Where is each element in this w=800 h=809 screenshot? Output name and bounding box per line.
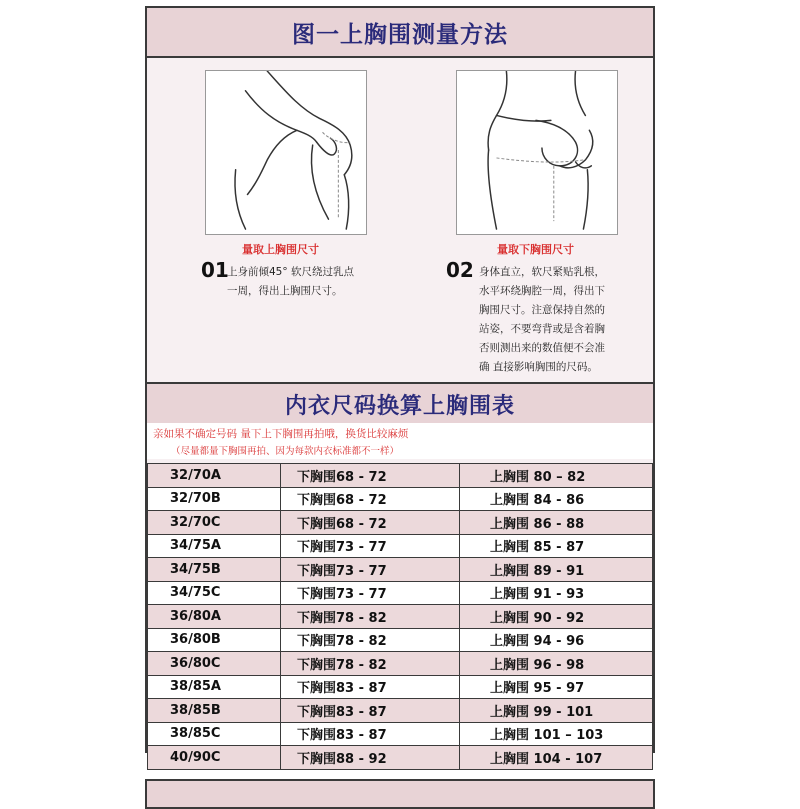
upper-bust-cell: 上胸围 91 - 93 <box>460 581 653 605</box>
illustration-upper-bust <box>205 70 367 235</box>
under-bust-cell: 下胸围78 - 82 <box>281 628 460 652</box>
size-cell: 32/70C <box>148 511 281 535</box>
table-row <box>148 675 653 699</box>
step2-caption: 量取下胸围尺寸 <box>497 243 574 256</box>
under-bust-cell: 下胸围73 - 77 <box>281 581 460 605</box>
size-cell: 36/80C <box>148 652 281 676</box>
upper-bust-cell: 上胸围 89 - 91 <box>460 558 653 582</box>
under-bust-cell: 下胸围88 - 92 <box>281 746 460 770</box>
upper-bust-cell: 上胸围 101 – 103 <box>460 722 653 746</box>
upper-bust-cell: 上胸围 96 - 98 <box>460 652 653 676</box>
table-row <box>148 487 653 511</box>
upper-bust-cell: 上胸围 84 - 86 <box>460 487 653 511</box>
size-note: 亲如果不确定号码 量下上下胸围再拍哦，换货比较麻烦 <box>153 428 409 440</box>
size-conversion-table <box>147 463 653 770</box>
table-row <box>148 511 653 535</box>
under-bust-cell: 下胸围83 - 87 <box>281 699 460 723</box>
size-cell: 36/80B <box>148 628 281 652</box>
size-table-title-bar <box>147 382 653 425</box>
step1-caption: 量取上胸围尺寸 <box>242 243 319 256</box>
upper-bust-cell: 上胸围 99 - 101 <box>460 699 653 723</box>
next-card-edge <box>145 779 655 809</box>
under-bust-cell: 下胸围73 - 77 <box>281 534 460 558</box>
table-row <box>148 558 653 582</box>
size-cell: 34/75B <box>148 558 281 582</box>
illustration-under-bust <box>456 70 618 235</box>
size-cell: 34/75C <box>148 581 281 605</box>
step1-line: 一周，得出上胸围尺寸。 <box>227 285 343 297</box>
table-row <box>148 534 653 558</box>
table-row <box>148 699 653 723</box>
table-row <box>148 605 653 629</box>
step2-description <box>479 263 605 377</box>
size-cell: 32/70B <box>148 487 281 511</box>
size-cell: 38/85C <box>148 722 281 746</box>
table-row <box>148 746 653 770</box>
table-row <box>148 464 653 488</box>
under-bust-cell: 下胸围83 - 87 <box>281 675 460 699</box>
step2-line: 身体直立，软尺紧贴乳根， <box>479 266 605 278</box>
size-table-title: 内衣尺码换算上胸围表 <box>284 392 515 419</box>
step2-line: 站姿，不要弯背或是含着胸 <box>479 323 605 335</box>
under-bust-cell: 下胸围78 - 82 <box>281 652 460 676</box>
upper-bust-cell: 上胸围 95 - 97 <box>460 675 653 699</box>
size-cell: 32/70A <box>148 464 281 488</box>
table-row <box>148 652 653 676</box>
upper-bust-cell: 上胸围 85 - 87 <box>460 534 653 558</box>
upper-bust-cell: 上胸围 104 - 107 <box>460 746 653 770</box>
under-bust-cell: 下胸围78 - 82 <box>281 605 460 629</box>
page-title: 图一上胸围测量方法 <box>292 20 508 48</box>
step1-line: 上身前倾45° 软尺绕过乳点 <box>227 266 354 278</box>
upper-bust-cell: 上胸围 94 - 96 <box>460 628 653 652</box>
step2-line: 否则测出来的数值便不会准 <box>479 342 605 354</box>
size-cell: 34/75A <box>148 534 281 558</box>
step2-line: 确 直接影响胸围的尺码。 <box>479 361 598 373</box>
step2-number: 02 <box>446 258 474 282</box>
table-row <box>148 628 653 652</box>
leaning-figure-illustration <box>206 71 366 234</box>
step2-line: 水平环绕胸腔一周，得出下 <box>479 285 605 297</box>
measurement-guide-card <box>145 6 655 767</box>
upper-bust-cell: 上胸围 86 - 88 <box>460 511 653 535</box>
size-cell: 40/90C <box>148 746 281 770</box>
size-cell: 36/80A <box>148 605 281 629</box>
under-bust-cell: 下胸围83 - 87 <box>281 722 460 746</box>
step2-line: 胸围尺寸。注意保持自然的 <box>479 304 605 316</box>
under-bust-cell: 下胸围68 - 72 <box>281 464 460 488</box>
table-row <box>148 581 653 605</box>
under-bust-cell: 下胸围68 - 72 <box>281 511 460 535</box>
size-subnote: （尽量都量下胸围再拍、因为每款内衣标准都不一样） <box>171 446 400 457</box>
size-table-notes <box>147 423 653 459</box>
upper-bust-cell: 上胸围 80 – 82 <box>460 464 653 488</box>
table-row <box>148 722 653 746</box>
under-bust-cell: 下胸围73 - 77 <box>281 558 460 582</box>
page-title-bar <box>147 8 653 58</box>
upper-bust-cell: 上胸围 90 - 92 <box>460 605 653 629</box>
step1-description <box>227 263 354 301</box>
size-cell: 38/85A <box>148 675 281 699</box>
size-cell: 38/85B <box>148 699 281 723</box>
step1-number: 01 <box>201 258 229 282</box>
under-bust-cell: 下胸围68 - 72 <box>281 487 460 511</box>
standing-figure-illustration <box>457 71 617 234</box>
